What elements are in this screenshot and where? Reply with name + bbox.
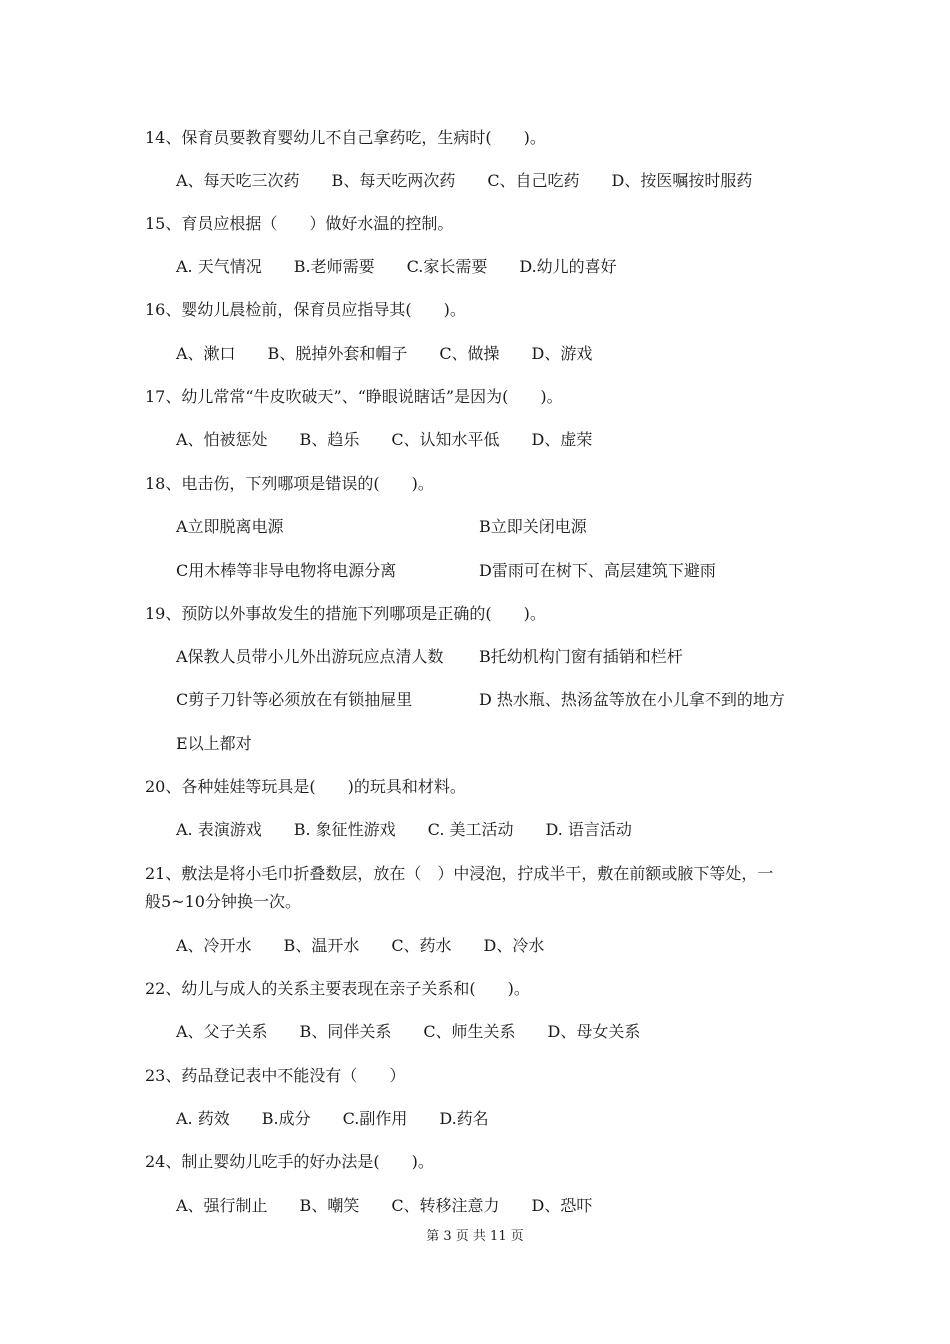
options-20: A. 表演游戏 B. 象征性游戏 C. 美工活动 D. 语言活动 [176, 820, 632, 839]
options-24: A、强行制止 B、嘲笑 C、转移注意力 D、恐吓 [176, 1196, 593, 1215]
question-21-continued: 般5~10分钟换一次。 [145, 892, 301, 911]
option-18-c: C用木棒等非导电物将电源分离 [176, 561, 397, 580]
question-17: 17、幼儿常常“牛皮吹破天”、“睁眼说瞎话”是因为( )。 [145, 387, 563, 406]
question-24: 24、制止婴幼儿吃手的好办法是( )。 [145, 1152, 434, 1171]
option-18-d: D雷雨可在树下、高层建筑下避雨 [479, 561, 716, 580]
option-19-c: C剪子刀针等必须放在有锁抽屉里 [176, 690, 413, 709]
question-20: 20、各种娃娃等玩具是( )的玩具和材料。 [145, 777, 466, 796]
page-footer: 第 3 页 共 11 页 [426, 1229, 524, 1244]
question-23: 23、药品登记表中不能没有（ ） [145, 1066, 406, 1085]
question-18: 18、电击伤，下列哪项是错误的( )。 [145, 474, 434, 493]
option-18-a: A立即脱离电源 [176, 517, 284, 536]
question-21: 21、敷法是将小毛巾折叠数层，放在（ ）中浸泡，拧成半干，敷在前额或腋下等处，一 [145, 864, 774, 883]
options-21: A、冷开水 B、温开水 C、药水 D、冷水 [176, 936, 545, 955]
option-19-a: A保教人员带小儿外出游玩应点清人数 [176, 647, 444, 666]
question-19: 19、预防以外事故发生的措施下列哪项是正确的( )。 [145, 604, 546, 623]
options-23: A. 药效 B.成分 C.副作用 D.药名 [176, 1109, 489, 1128]
option-18-b: B立即关闭电源 [479, 517, 587, 536]
option-19-b: B托幼机构门窗有插销和栏杆 [479, 647, 683, 666]
option-19-d: D 热水瓶、热汤盆等放在小儿拿不到的地方 [479, 690, 785, 709]
question-16: 16、婴幼儿晨检前，保育员应指导其( )。 [145, 300, 466, 319]
options-15: A. 天气情况 B.老师需要 C.家长需要 D.幼儿的喜好 [176, 257, 617, 276]
options-17: A、怕被惩处 B、趋乐 C、认知水平低 D、虚荣 [176, 430, 593, 449]
question-14: 14、保育员要教育婴幼儿不自己拿药吃，生病时( )。 [145, 128, 546, 147]
option-19-e: E以上都对 [176, 734, 252, 753]
options-22: A、父子关系 B、同伴关系 C、师生关系 D、母女关系 [176, 1022, 641, 1041]
question-22: 22、幼儿与成人的关系主要表现在亲子关系和( )。 [145, 979, 530, 998]
question-15: 15、育员应根据（ ）做好水温的控制。 [145, 214, 454, 233]
options-14: A、每天吃三次药 B、每天吃两次药 C、自己吃药 D、按医嘱按时服药 [176, 171, 753, 190]
options-16: A、漱口 B、脱掉外套和帽子 C、做操 D、游戏 [176, 344, 593, 363]
